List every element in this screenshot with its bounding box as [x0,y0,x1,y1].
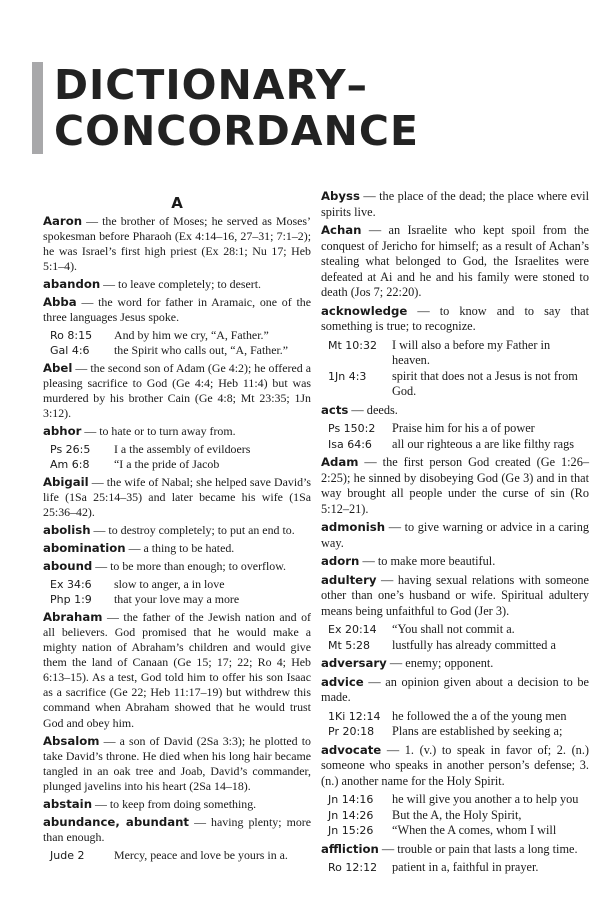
reference-location: Isa 64:6 [328,437,372,451]
reference-location: Mt 10:32 [328,338,378,352]
reference-quote: Plans are established by seeking a; [392,724,563,738]
entry-definition: — the second son of Adam (Ge 4:2); he offered a pleasing sacrifice to God (Ge 4:4; Heb 11:4) but was murdered by his brother Cain (Ge 4:8; Mt 23:35; 1Jn 3:12). [43,361,311,421]
reference-location: Mt 5:28 [328,638,371,652]
entry-headword: Abraham [43,610,103,625]
dictionary-entry [321,554,589,570]
reference-location: Ps 150:2 [328,422,376,435]
reference-quote: he will give you another a to help you [392,792,579,806]
entry-definition: — a thing to be hated. [125,541,235,556]
entry-headword: Aaron [43,214,83,229]
dictionary-entry [321,743,589,790]
reference-quote: that your love may a more [114,592,240,607]
reference-quote: lustfully has already committed a [392,637,556,652]
entry-definition: — to keep from doing something. [92,796,257,811]
entry-definition: — having plenty; more than enough. [43,814,311,844]
entry-definition: — to give warning or advice in a caring way. [321,520,589,550]
dictionary-entry [43,295,311,325]
reference-row [50,457,311,472]
dictionary-entry [321,573,589,620]
reference-row [328,338,589,369]
reference-location: Am 6:8 [50,458,90,472]
entry-definition: — the first person God created (Ge 1:26–2:25); he sinned by disobeying God (Ge 3) and in that way brought all people under the curse of sin (Ro 5:12–21). [321,455,589,516]
reference-quote: “When the A comes, whom I will [392,823,557,837]
reference-list [50,442,311,472]
dictionary-entry [43,541,311,556]
entry-definition: — enemy; opponent. [386,656,494,670]
entry-headword: acts [321,402,349,417]
reference-row [50,848,311,863]
entry-headword: advice [321,674,364,689]
entry-definition: — an opinion given about a decision to be made. [321,674,589,704]
reference-row [328,709,589,725]
entry-headword: adversary [321,656,387,670]
entry-definition: — the father of the Jewish nation and of all believers. God promised that he would make a mighty nation of Abraham’s children and would give them the land of Canaan (Ge 15; 17; 22; Ro 4; Heb 6:13–15). As a test, God told him to offer his son Isaac as a sacrifice (Ge 22; Heb 11:17–19) but withdrew this command when Abraham showed that he would trust God and obey him. [43,610,311,730]
dictionary-entry [321,520,589,551]
dictionary-entry [43,815,311,845]
dictionary-entry [321,675,589,706]
entry-headword: abolish [43,523,91,538]
reference-row [328,823,589,839]
title-line-2: CONCORDANCE [54,107,419,155]
reference-list [50,848,311,863]
dictionary-entry [43,424,311,439]
reference-location: 1Jn 4:3 [328,369,367,383]
entry-headword: abundance, abundant [43,814,189,829]
dictionary-entry [321,223,589,301]
entry-headword: Abba [43,295,77,310]
reference-list [50,328,311,358]
dictionary-entry [321,403,589,419]
entry-definition: — to destroy completely; to put an end to. [90,523,295,538]
entry-definition: — 1. (v.) to speak in favor of; 2. (n.) someone who speaks in another person’s defense; 3. (n.) another name for the Holy Spirit. [321,742,589,788]
entry-definition: — the place of the dead; the place where evil spirits live. [321,189,589,219]
reference-row [50,328,311,343]
reference-row [328,421,589,437]
reference-location: Jn 15:26 [328,824,374,837]
reference-row [50,343,311,358]
reference-list [328,860,589,876]
reference-quote: And by him we cry, “A, Father.” [114,328,269,343]
reference-location: 1Ki 12:14 [328,709,381,723]
entry-headword: Adam [321,455,359,469]
reference-quote: he followed the a of the young men [392,708,567,723]
entry-headword: advocate [321,742,382,757]
entry-definition: — to hate or to turn away from. [81,424,236,439]
dictionary-entry [43,610,311,730]
dictionary-entry [43,277,311,292]
entry-headword: Absalom [43,733,100,748]
reference-row [328,792,589,808]
reference-quote: But the A, the Holy Spirit, [392,807,522,822]
entry-definition: — to be more than enough; to overflow. [92,559,287,574]
entry-headword: abomination [43,541,126,556]
entry-headword: adorn [321,554,360,568]
entry-definition: — an Israelite who kept spoil from the conquest of Jericho for himself; as a result of Achan’s stealing what belonged to God, the Israelites were defeated at Ai and he and his family were stoned to death (Jos 7; 22:20). [321,223,589,299]
reference-row [328,437,589,453]
reference-quote: slow to anger, a in love [114,577,225,592]
entry-definition: — the word for father in Aramaic, one of the three languages Jesus spoke. [43,295,311,325]
entry-headword: Abigail [43,475,89,490]
reference-quote: I will also a before my Father in heaven. [392,337,551,367]
reference-location: Jude 2 [50,848,85,862]
reference-list [328,709,589,740]
reference-list [328,622,589,653]
reference-location: Ro 8:15 [50,329,93,343]
entry-headword: acknowledge [321,303,408,318]
reference-row [328,622,589,638]
entry-definition: — the wife of Nabal; she helped save David’s life (1Sa 25:14–35) and later became his wife (1Sa 25:36–42). [43,475,311,520]
page-title [32,62,606,154]
entry-definition: — to make more beautiful. [359,554,496,568]
reference-quote: “I a the pride of Jacob [114,457,220,472]
dictionary-entry [43,361,311,421]
reference-quote: I a the assembly of evildoers [114,442,251,457]
reference-location: Ex 34:6 [50,578,92,592]
dictionary-entry [321,455,589,517]
entry-definition: — trouble or pain that lasts a long time. [378,841,578,856]
reference-location: Ro 12:12 [328,861,378,874]
dictionary-entry [321,842,589,858]
dictionary-entry [43,797,311,812]
entry-headword: Abyss [321,189,360,203]
reference-location: Pr 20:18 [328,725,375,738]
dictionary-entry [43,559,311,574]
entry-headword: abhor [43,424,82,439]
reference-row [328,724,589,740]
reference-row [328,808,589,824]
dictionary-entry [321,304,589,335]
entry-definition: — having sexual relations with someone other than one’s husband or wife. Spiritual adultery means being unfaithful to God (Jer 3). [321,572,589,618]
dictionary-entry [43,214,311,274]
column-right [321,189,589,879]
reference-location: Php 1:9 [50,593,92,607]
dictionary-entry [321,656,589,672]
entry-headword: abandon [43,277,101,292]
reference-quote: the Spirit who calls out, “A, Father.” [114,343,289,358]
reference-list [50,577,311,607]
entry-headword: admonish [321,520,386,534]
reference-row [50,577,311,592]
dictionary-entry [321,189,589,220]
reference-row [328,860,589,876]
reference-location: Ex 20:14 [328,623,377,636]
entry-definition: — to leave completely; to desert. [100,277,261,292]
reference-row [328,638,589,654]
reference-list [328,792,589,839]
reference-row [328,369,589,400]
reference-quote: all our righteous a are like filthy rags [392,436,575,451]
reference-quote: Praise him for his a of power [392,421,535,435]
reference-location: Jn 14:26 [328,808,374,822]
entry-definition: — to know and to say that something is true; to recognize. [321,303,589,333]
reference-quote: Mercy, peace and love be yours in a. [114,847,288,862]
title-line-1: DICTIONARY– [54,61,369,109]
reference-quote: spirit that does not a Jesus is not from God. [392,368,578,398]
entry-definition: — deeds. [348,402,398,417]
reference-quote: “You shall not commit a. [392,622,515,636]
dictionary-entry [43,734,311,794]
reference-row [50,592,311,607]
entry-headword: Achan [321,223,362,237]
entry-headword: abound [43,559,93,574]
section-letter: A [171,194,183,212]
column-left [43,191,311,866]
reference-location: Ps 26:5 [50,443,91,457]
reference-list [328,338,589,400]
entry-headword: Abel [43,361,73,376]
reference-list [328,421,589,452]
reference-location: Jn 14:16 [328,793,374,806]
dictionary-entry [43,475,311,520]
dictionary-entry [43,523,311,538]
reference-quote: patient in a, faithful in prayer. [392,860,539,874]
entry-headword: adultery [321,572,377,587]
reference-row [50,442,311,457]
entry-definition: — a son of David (2Sa 3:3); he plotted to take David’s throne. He died when his long hair became tangled in an oak tree and Joab, David’s commander, plunged javelins into his heart (2Sa 14–18). [43,733,311,793]
entry-headword: affliction [321,841,379,856]
reference-location: Gal 4:6 [50,344,90,358]
entry-definition: — the brother of Moses; he served as Moses’ spokesman before Pharaoh (Ex 4:14–16, 27–31; 7:1–2); he was Israel’s first high priest (Ex 28:1; Nu 17; Heb 5:1–4). [43,214,311,274]
entry-headword: abstain [43,796,93,811]
